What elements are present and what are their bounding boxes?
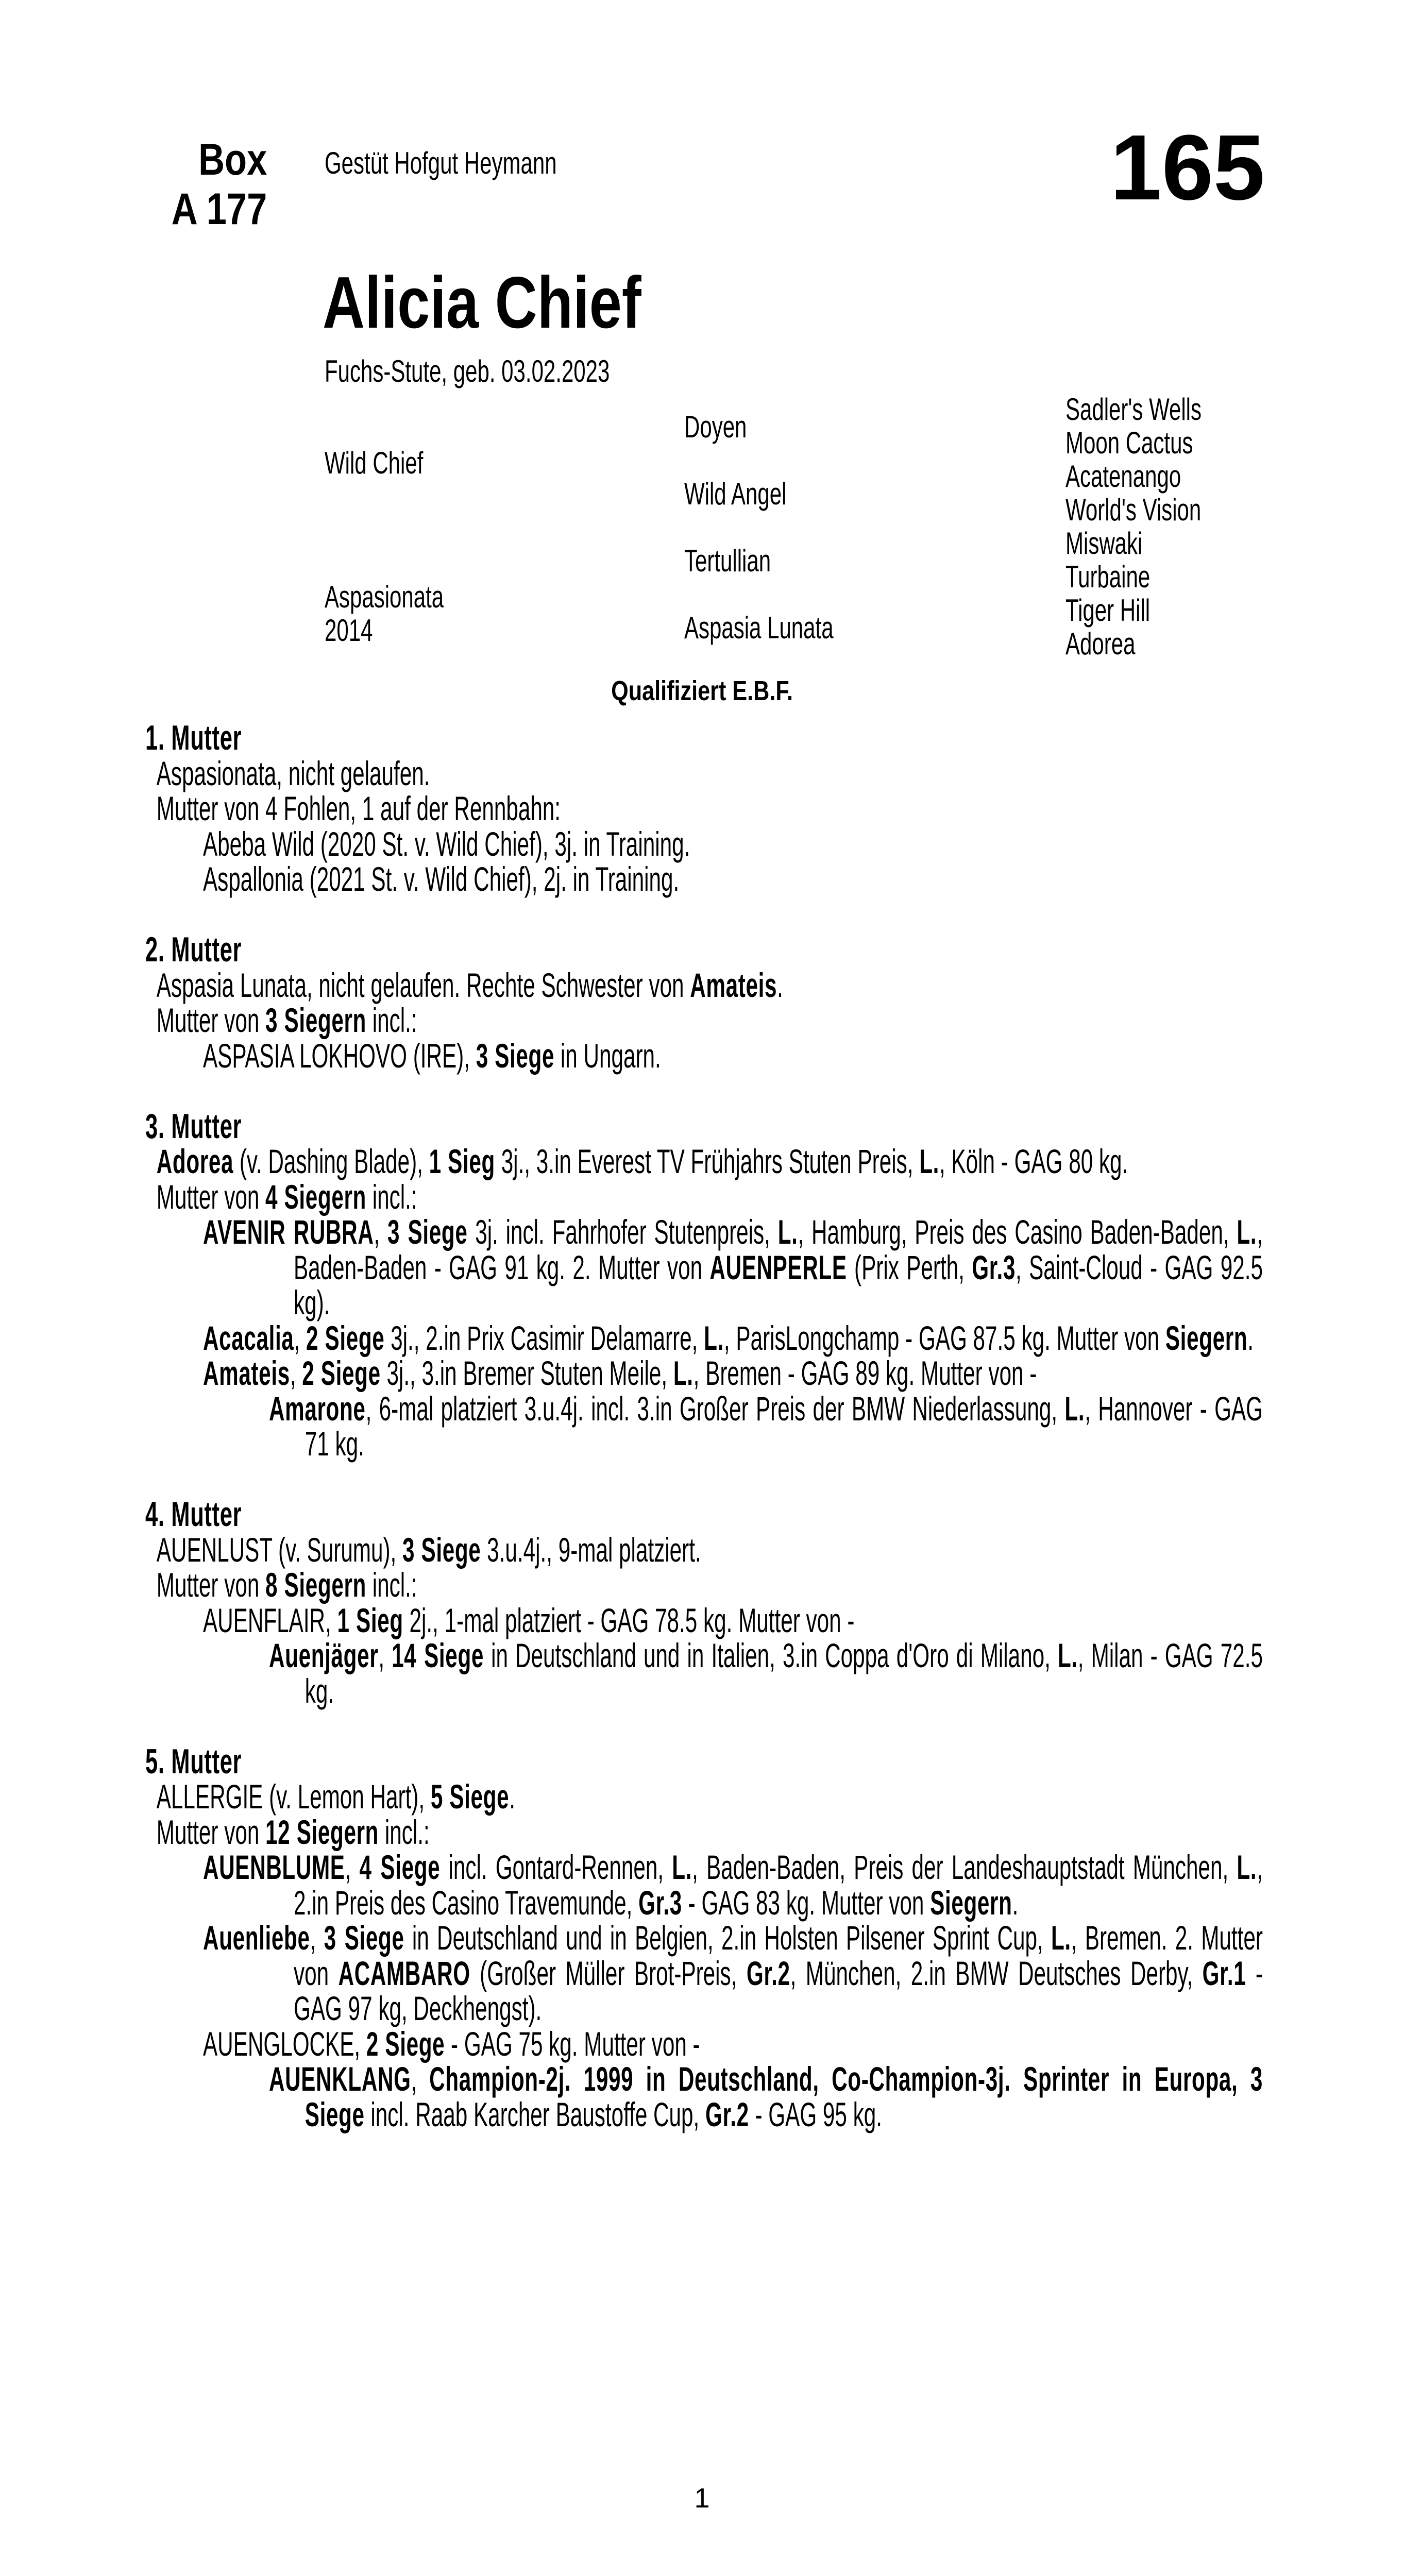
section-title: 3. Mutter <box>145 1106 242 1146</box>
pedigree-entry <box>145 2026 1263 2062</box>
pedigree-entry <box>145 1391 1263 1462</box>
entry-text: . <box>777 965 783 1004</box>
entry-text: . <box>1012 1883 1019 1922</box>
bold-text: 14 Siege <box>392 1636 484 1674</box>
bold-text: 3 Siege <box>324 1919 404 1957</box>
bold-text: Amarone <box>269 1389 366 1428</box>
entry-text: (Großer Müller Brot-Preis, <box>470 1954 747 1992</box>
bold-text: L. <box>1237 1213 1257 1251</box>
entry-text: incl.: <box>379 1812 430 1851</box>
bold-text: L. <box>704 1318 724 1357</box>
pedigree-entry <box>145 826 1263 862</box>
entry-text: 3.u.4j., 9-mal platziert. <box>481 1530 701 1569</box>
bold-text: AUENPERLE <box>709 1248 847 1286</box>
section-title: 5. Mutter <box>145 1741 242 1781</box>
entry-text: , Milan - GAG 72.5 kg. <box>305 1636 1263 1710</box>
entry-text: ASPASIA LOKHOVO (IRE), <box>203 1036 476 1075</box>
entry-text: 3j., 3.in Bremer Stuten Meile, <box>380 1354 673 1392</box>
entry-text: incl.: <box>366 1177 417 1216</box>
bold-text: Gr.3 <box>638 1883 682 1922</box>
entry-text: - GAG 95 kg. <box>749 2095 882 2133</box>
bold-text: L. <box>777 1213 798 1251</box>
pedigree-dam: Aspasionata <box>325 580 444 614</box>
bold-text: L. <box>919 1142 940 1180</box>
pedigree-entry <box>145 1850 1263 1920</box>
bold-text: 4 Siege <box>359 1848 441 1886</box>
entry-text: , <box>378 1636 392 1674</box>
entry-text: (v. Dashing Blade), <box>233 1142 429 1180</box>
section-title: 2. Mutter <box>145 930 242 969</box>
pedigree-gen2: Doyen <box>684 410 747 444</box>
pedigree-entry <box>145 1144 1263 1179</box>
bold-text: Gr.2 <box>746 1954 790 1992</box>
dam-section <box>145 1106 1263 1463</box>
pedigree-entry <box>145 2061 1263 2132</box>
box-number: A 177 <box>171 184 267 234</box>
bold-text: Auenliebe <box>203 1919 310 1957</box>
entry-text: Mutter von <box>156 1812 266 1851</box>
pedigree-gen2: Tertullian <box>684 544 771 578</box>
box-label <box>171 135 267 234</box>
bold-text: ACAMBARO <box>338 1954 470 1992</box>
entry-text: AUENLUST (v. Surumu), <box>156 1530 403 1569</box>
pedigree-entry <box>145 1567 1263 1603</box>
page-number: 1 <box>694 2483 710 2514</box>
entry-text: in Deutschland und in Belgien, 2.in Holsten Pilsener Sprint Cup, <box>404 1919 1051 1957</box>
dam-section <box>145 1497 1263 1708</box>
entry-text: Abeba Wild (2020 St. v. Wild Chief), 3j. in Training. <box>203 824 690 863</box>
entry-text: Mutter von <box>156 1566 266 1604</box>
pedigree-entry <box>145 1320 1263 1356</box>
pedigree-dam-year: 2014 <box>325 613 373 648</box>
entry-text: , Saint-Cloud - GAG 92.5 kg). <box>294 1248 1263 1321</box>
entry-text: 3j., 3.in Everest TV Frühjahrs Stuten Preis, <box>495 1142 920 1180</box>
dam-section <box>145 720 1263 897</box>
bold-text: Siegern <box>1165 1318 1248 1357</box>
pedigree-gen3: Adorea <box>1065 626 1136 661</box>
pedigree-entry <box>145 1532 1263 1568</box>
entry-text: , Hamburg, Preis des Casino Baden-Baden, <box>798 1213 1237 1251</box>
pedigree-entry <box>145 1214 1263 1320</box>
entry-text: 2j., 1-mal platziert - GAG 78.5 kg. Mutter von - <box>403 1601 855 1639</box>
bold-text: 1 Sieg <box>429 1142 495 1180</box>
bold-text: L. <box>1237 1848 1257 1886</box>
entry-text: , <box>345 1848 360 1886</box>
dam-line-sections <box>145 720 1263 2167</box>
bold-text: L. <box>1064 1389 1085 1428</box>
entry-text: (Prix Perth, <box>847 1248 972 1286</box>
entry-text: Mutter von <box>156 1177 266 1216</box>
entry-text: , Hannover - GAG 71 kg. <box>305 1389 1263 1463</box>
section-title: 4. Mutter <box>145 1495 242 1534</box>
entry-text: , Bremen. 2. Mutter von <box>294 1919 1263 1992</box>
entry-text: , ParisLongchamp - GAG 87.5 kg. Mutter von <box>723 1318 1165 1357</box>
bold-text: Auenjäger <box>269 1636 379 1674</box>
dam-section <box>145 1741 1263 2133</box>
pedigree-entry <box>145 1638 1263 1708</box>
entry-text: , Köln - GAG 80 kg. <box>939 1142 1128 1180</box>
entry-text: - GAG 83 kg. Mutter von <box>682 1883 931 1922</box>
pedigree-gen2: Aspasia Lunata <box>684 611 834 645</box>
entry-text: , <box>374 1213 387 1251</box>
pedigree-gen3: Acatenango <box>1065 459 1181 494</box>
pedigree-entry <box>145 965 1263 1004</box>
bold-text: 3 Siege <box>476 1036 555 1075</box>
entry-text: - GAG 97 kg, Deckhengst). <box>294 1954 1263 2027</box>
bold-text: Gr.2 <box>705 2095 749 2133</box>
entry-text: AUENFLAIR, <box>203 1601 337 1639</box>
bold-text: Champion-2j. 1999 in Deutschland, Co-Champion-3j. Sprinter in Europa, 3 Siege <box>305 2060 1263 2133</box>
pedigree-entry <box>145 1355 1263 1391</box>
qualification-note <box>0 675 1404 707</box>
pedigree-gen3: Moon Cactus <box>1065 426 1193 460</box>
lot-number: 165 <box>1110 116 1265 219</box>
owner-name: Gestüt Hofgut Heymann <box>325 146 557 180</box>
pedigree-entry <box>145 1603 1263 1638</box>
entry-text: Aspallonia (2021 St. v. Wild Chief), 2j. in Training. <box>203 860 680 898</box>
bold-text: Gr.3 <box>972 1248 1016 1286</box>
pedigree-gen3: World's Vision <box>1065 493 1202 527</box>
bold-text: L. <box>1051 1919 1071 1957</box>
pedigree-gen3: Turbaine <box>1065 560 1151 594</box>
horse-description: Fuchs-Stute, geb. 03.02.2023 <box>325 354 610 388</box>
pedigree-entry <box>145 1038 1263 1074</box>
bold-text: AUENKLANG <box>269 2060 411 2098</box>
entry-text: , München, 2.in BMW Deutsches Derby, <box>790 1954 1203 1992</box>
bold-text: 8 Siegern <box>265 1566 366 1604</box>
entry-text: , <box>310 1919 324 1957</box>
pedigree-entry <box>145 1812 1263 1851</box>
bold-text: 2 Siege <box>366 2024 445 2063</box>
entry-text: incl. Gontard-Rennen, <box>440 1848 672 1886</box>
bold-text: 1 Sieg <box>337 1601 403 1639</box>
bold-text: Amateis <box>203 1354 290 1392</box>
pedigree-entry <box>145 756 1263 791</box>
bold-text: 2 Siege <box>306 1318 385 1357</box>
bold-text: L. <box>673 1354 693 1392</box>
entry-text: Aspasia Lunata, nicht gelaufen. Rechte Schwester von <box>156 965 690 1004</box>
bold-text: 2 Siege <box>302 1354 381 1392</box>
entry-text: 3j., 2.in Prix Casimir Delamarre, <box>384 1318 704 1357</box>
bold-text: Amateis <box>690 965 777 1004</box>
entry-text: , Bremen - GAG 89 kg. Mutter von - <box>693 1354 1037 1392</box>
bold-text: 12 Siegern <box>265 1812 379 1851</box>
pedigree-gen3: Tiger Hill <box>1065 593 1151 628</box>
entry-text: in Deutschland und in Italien, 3.in Coppa d'Oro di Milano, <box>484 1636 1058 1674</box>
dam-section <box>145 932 1263 1073</box>
pedigree-gen2: Wild Angel <box>684 477 787 511</box>
entry-text: Aspasionata, nicht gelaufen. <box>156 754 430 792</box>
pedigree-entry <box>145 791 1263 826</box>
section-title: 1. Mutter <box>145 718 242 757</box>
qualification-text: Qualifiziert E.B.F. <box>611 675 793 706</box>
bold-text: 5 Siege <box>430 1777 510 1816</box>
bold-text: 3 Siegern <box>265 1001 366 1039</box>
entry-text: , <box>294 1318 307 1357</box>
entry-text: , Baden-Baden - GAG 91 kg. 2. Mutter von <box>294 1213 1263 1286</box>
entry-text: . <box>509 1777 515 1816</box>
bold-text: L. <box>1057 1636 1078 1674</box>
pedigree-entry <box>145 1920 1263 2026</box>
horse-name: Alicia Chief <box>323 262 641 344</box>
entry-text: , <box>290 1354 302 1392</box>
entry-text: incl.: <box>366 1566 417 1604</box>
entry-text: in Ungarn. <box>554 1036 661 1075</box>
bold-text: 3 Siege <box>402 1530 481 1569</box>
box-title: Box <box>198 135 267 184</box>
entry-text: , <box>411 2060 430 2098</box>
bold-text: Gr.1 <box>1202 1954 1246 1992</box>
entry-text: , Baden-Baden, Preis der Landeshauptstadt München, <box>692 1848 1237 1886</box>
pedigree-entry <box>145 861 1263 897</box>
bold-text: AUENBLUME <box>203 1848 345 1886</box>
pedigree-gen3: Sadler's Wells <box>1065 392 1202 427</box>
entry-text: . <box>1247 1318 1254 1357</box>
entry-text: , 6-mal platziert 3.u.4j. incl. 3.in Großer Preis der BMW Niederlassung, <box>365 1389 1065 1428</box>
bold-text: 4 Siegern <box>265 1177 366 1216</box>
bold-text: Acacalia <box>203 1318 294 1357</box>
entry-text: 3j. incl. Fahrhofer Stutenpreis, <box>467 1213 778 1251</box>
entry-text: - GAG 75 kg. Mutter von - <box>445 2024 700 2063</box>
entry-text: incl. Raab Karcher Baustoffe Cup, <box>364 2095 706 2133</box>
pedigree-entry <box>145 1179 1263 1215</box>
bold-text: AVENIR RUBRA <box>203 1213 374 1251</box>
pedigree-entry <box>145 1779 1263 1815</box>
bold-text: Siegern <box>930 1883 1012 1922</box>
pedigree-entry <box>145 1003 1263 1038</box>
pedigree-gen3: Miswaki <box>1065 526 1143 561</box>
entry-text: , 2.in Preis des Casino Travemunde, <box>294 1848 1263 1922</box>
entry-text: ALLERGIE (v. Lemon Hart), <box>156 1777 431 1816</box>
bold-text: L. <box>672 1848 692 1886</box>
bold-text: 3 Siege <box>387 1213 468 1251</box>
entry-text: Mutter von 4 Fohlen, 1 auf der Rennbahn: <box>156 789 561 827</box>
entry-text: incl.: <box>366 1001 417 1039</box>
entry-text: AUENGLOCKE, <box>203 2024 366 2063</box>
bold-text: Adorea <box>156 1142 234 1180</box>
entry-text: Mutter von <box>156 1001 266 1039</box>
pedigree-sire: Wild Chief <box>325 446 424 480</box>
